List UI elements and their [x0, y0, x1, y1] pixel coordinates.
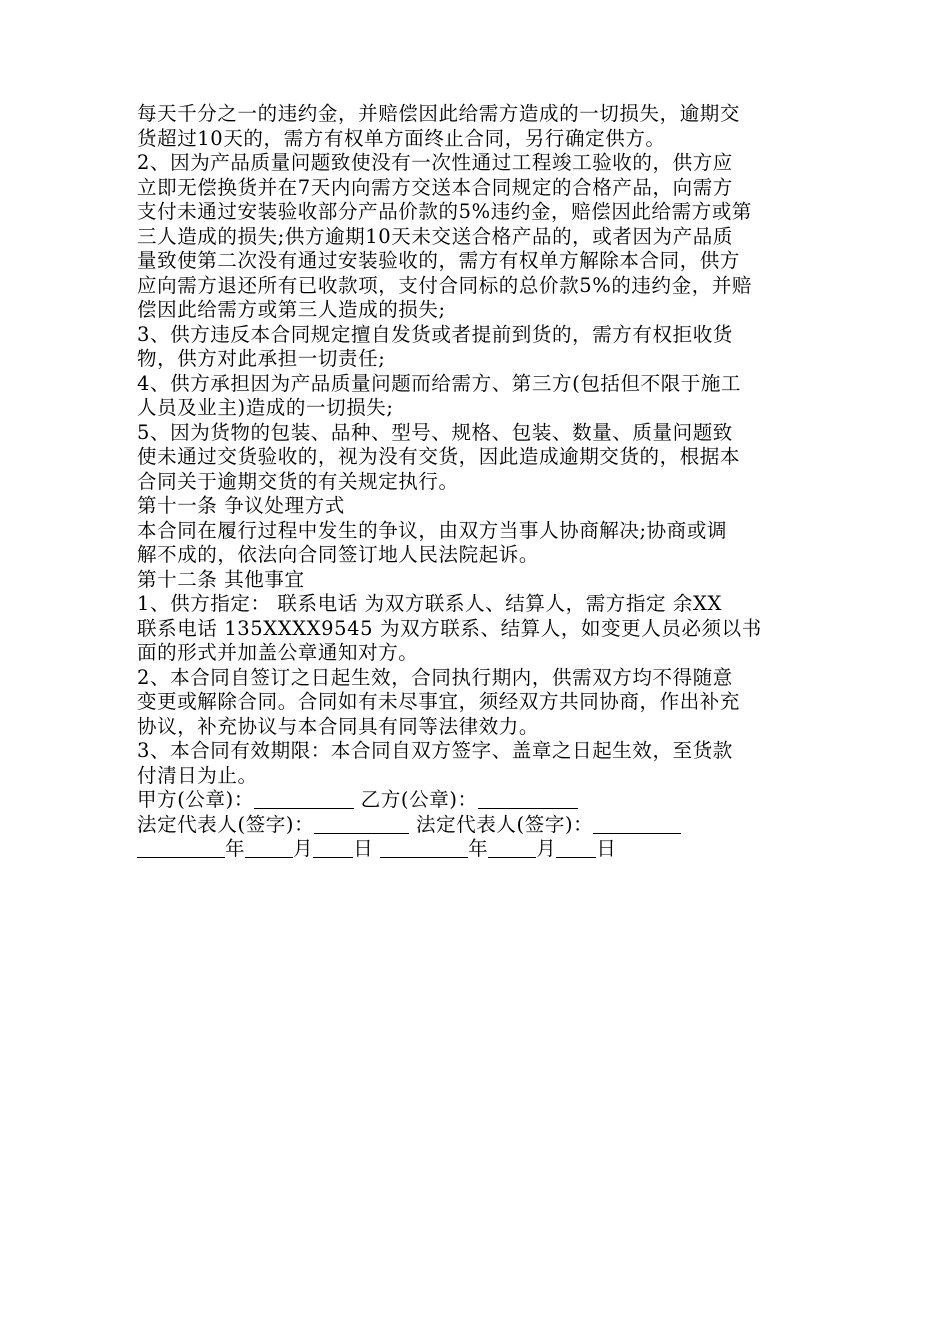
rep-b-label: 法定代表人(签字)：: [416, 812, 594, 836]
contract-line: 2、因为产品质量问题致使没有一次性通过工程竣工验收的，供方应: [137, 151, 733, 174]
contract-line: 付清日为止。: [137, 763, 258, 787]
party-b-seal-blank: [478, 790, 578, 809]
contract-line: 量致使第二次没有通过安装验收的，需方有权单方解除本合同，供方: [137, 249, 741, 272]
year-b-blank: [380, 839, 468, 858]
representative-line: [137, 813, 817, 838]
month-b-blank: [488, 839, 536, 858]
contract-line: 支付未通过安装验收部分产品价款的5%违约金，赔偿因此给需方或第: [137, 200, 753, 223]
contract-line: 变更或解除合同。合同如有未尽事宜，须经双方共同协商，作出补充: [137, 690, 741, 713]
contract-line: 物，供方对此承担一切责任;: [137, 347, 386, 370]
year-b-label: 年: [468, 837, 489, 860]
contract-line: 面的形式并加盖公章通知对方。: [137, 641, 419, 664]
contract-page: [137, 102, 817, 862]
party-a-seal-blank: [254, 790, 354, 809]
month-b-label: 月: [536, 837, 557, 860]
party-b-seal-label: 乙方(公章)：: [360, 788, 478, 811]
day-a-blank: [313, 839, 353, 858]
rep-b-blank: [593, 815, 681, 834]
rep-a-blank: [314, 815, 409, 834]
day-b-label: 日: [596, 837, 617, 860]
contract-line: 人员及业主)造成的一切损失;: [137, 396, 394, 419]
contract-line: 联系电话 135XXXX9545 为双方联系、结算人，如变更人员必须以书: [137, 616, 762, 640]
contract-line: 应向需方退还所有已收款项，支付合同标的总价款5%的违约金，并赔: [137, 273, 753, 297]
contract-line: 3、供方违反本合同规定擅自发货或者提前到货的，需方有权拒收货: [137, 322, 733, 346]
contract-line: 使未通过交货验收的，视为没有交货，因此造成逾期交货的，根据本: [137, 445, 741, 468]
contract-line: 协议，补充协议与本合同具有同等法律效力。: [137, 714, 540, 738]
contract-line: 1、供方指定： 联系电话 为双方联系人、结算人，需方指定 余XX: [137, 592, 722, 615]
contract-line: 每天千分之一的违约金，并赔偿因此给需方造成的一切损失，逾期交: [137, 102, 741, 125]
seal-line: [137, 788, 817, 813]
contract-line: 2、本合同自签订之日起生效，合同执行期内，供需双方均不得随意: [137, 665, 733, 689]
contract-line: 合同关于逾期交货的有关规定执行。: [137, 469, 459, 493]
contract-body: [137, 102, 817, 788]
contract-line: 4、供方承担因为产品质量问题而给需方、第三方(包括但不限于施工: [137, 371, 742, 395]
contract-line: 3、本合同有效期限：本合同自双方签字、盖章之日起生效，至货款: [137, 739, 733, 762]
day-b-blank: [556, 839, 596, 858]
contract-line: 解不成的，依法向合同签订地人民法院起诉。: [137, 543, 540, 566]
day-a-label: 日: [353, 837, 374, 860]
party-a-seal-label: 甲方(公章)：: [137, 788, 254, 811]
contract-line: 立即无偿换货并在7天内向需方交送本合同规定的合格产品，向需方: [137, 175, 733, 199]
rep-a-label: 法定代表人(签字)：: [137, 812, 315, 836]
date-line: [137, 837, 817, 862]
year-a-blank: [137, 839, 225, 858]
contract-line: 货超过10天的，需方有权单方面终止合同，另行确定供方。: [137, 126, 666, 150]
contract-line: 本合同在履行过程中发生的争议，由双方当事人协商解决;协商或调: [137, 518, 728, 542]
year-a-label: 年: [225, 837, 246, 860]
month-a-label: 月: [293, 837, 314, 860]
contract-line: 三人造成的损失;供方逾期10天未交送合格产品的，或者因为产品质: [137, 224, 733, 248]
contract-line: 偿因此给需方或第三人造成的损失;: [137, 298, 446, 321]
contract-line: 第十一条 争议处理方式: [137, 494, 345, 517]
month-a-blank: [245, 839, 293, 858]
contract-line: 第十二条 其他事宜: [137, 567, 305, 591]
contract-line: 5、因为货物的包装、品种、型号、规格、包装、数量、质量问题致: [137, 420, 733, 444]
